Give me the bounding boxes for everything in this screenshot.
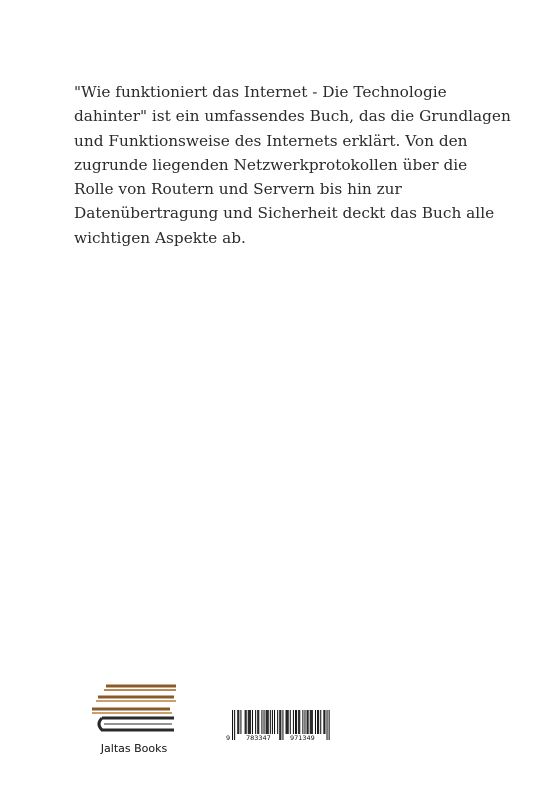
barcode-bar	[324, 710, 325, 734]
barcode-bar	[246, 710, 247, 734]
publisher-logo	[84, 676, 184, 758]
publisher-name: Jaltas Books	[100, 742, 168, 755]
barcode-bar	[320, 710, 321, 734]
barcode-bar	[312, 710, 313, 734]
barcode-bar	[250, 710, 251, 734]
barcode-bar	[299, 710, 300, 734]
back-cover-description	[74, 80, 511, 250]
barcode-bar	[264, 710, 265, 734]
barcode-bar	[249, 710, 250, 734]
barcode-bar	[293, 710, 294, 734]
barcode-bar	[290, 710, 291, 734]
barcode-bar	[307, 710, 308, 734]
barcode-bar	[267, 710, 268, 734]
barcode-bar	[302, 710, 303, 734]
barcode-bar	[266, 710, 267, 734]
description-line: und Funktionsweise des Internets erklärt. Von den	[74, 131, 468, 150]
barcode-bar	[240, 710, 241, 734]
barcode-bar	[315, 710, 316, 734]
description-line: "Wie funktioniert das Internet - Die Technologie	[74, 83, 447, 101]
isbn-barcode	[222, 710, 332, 762]
barcode-bar	[232, 710, 233, 740]
barcode-bar	[295, 710, 296, 734]
barcode-left-digits: 783347	[246, 734, 271, 742]
barcode-bars	[222, 710, 332, 746]
description-line: wichtigen Aspekte ab.	[74, 228, 246, 247]
barcode-bar	[245, 710, 246, 734]
barcode-bar	[277, 710, 278, 734]
barcode-prefix-digit: 9	[226, 734, 231, 742]
barcode-bar	[255, 710, 256, 734]
barcode-bar	[274, 710, 275, 734]
barcode-bar	[280, 710, 281, 740]
barcode-bar	[279, 710, 280, 740]
barcode-bar	[311, 710, 312, 734]
barcode-bar	[308, 710, 309, 734]
barcode-bar	[268, 710, 269, 734]
barcode-bar	[296, 710, 297, 734]
barcode-bar	[261, 710, 262, 734]
barcode-bar	[304, 710, 305, 734]
description-line: dahinter" ist ein umfassendes Buch, das die Grundlagen	[74, 107, 511, 126]
description-line: Datenübertragung und Sicherheit deckt das Buch alle	[74, 204, 495, 223]
barcode-bar	[270, 710, 271, 734]
barcode-bar	[234, 710, 235, 740]
description-line: zugrunde liegenden Netzwerkprotokollen über die	[74, 155, 468, 174]
barcode-bar	[248, 710, 249, 734]
barcode-bar	[258, 710, 259, 734]
barcode-bar	[329, 710, 330, 740]
barcode-bar	[252, 710, 253, 734]
barcode-bar	[257, 710, 258, 734]
barcode-bar	[287, 710, 288, 734]
barcode-bar	[318, 710, 319, 734]
barcode-bar	[237, 710, 238, 734]
barcode-bar	[327, 710, 328, 740]
barcode-bar	[238, 710, 239, 734]
barcode-bar	[317, 710, 318, 734]
barcode-bar	[272, 710, 273, 734]
barcode-bar	[282, 710, 283, 740]
description-line: Rolle von Routern und Servern bis hin zur	[74, 180, 402, 199]
stacked-books-icon	[84, 676, 184, 736]
barcode-bar	[288, 710, 289, 734]
barcode-bar	[310, 710, 311, 734]
barcode-right-digits: 971349	[290, 734, 315, 742]
barcode-bar	[323, 710, 324, 734]
barcode-bar	[298, 710, 299, 734]
barcode-bar	[286, 710, 287, 734]
